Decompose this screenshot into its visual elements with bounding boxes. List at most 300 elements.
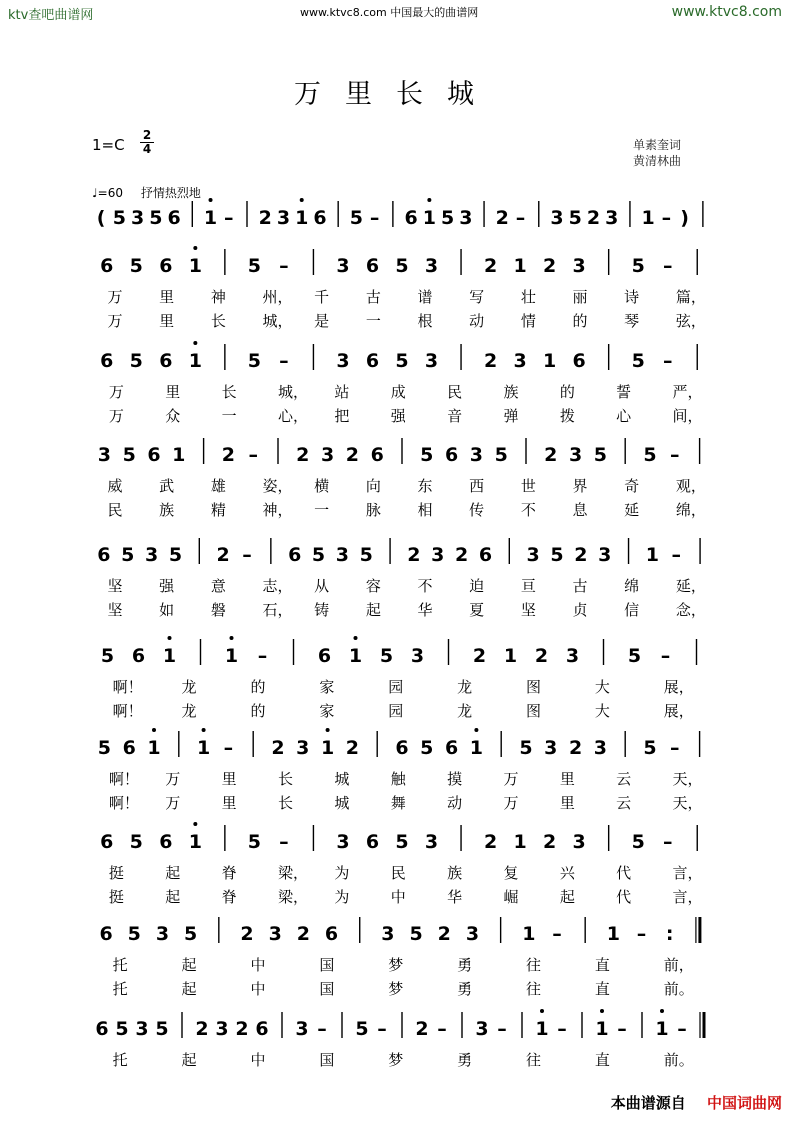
lyric: 啊！ — [108, 770, 139, 788]
note: 6 — [365, 255, 380, 277]
lyric: 界 — [572, 477, 588, 495]
lyric: 的 — [572, 312, 588, 330]
note: 2 — [271, 737, 285, 759]
note: 2 — [483, 255, 498, 277]
note: 5 — [97, 737, 112, 759]
note: 2 — [586, 207, 601, 229]
note: 6 — [147, 444, 161, 466]
meter-bottom: 4 — [142, 142, 152, 156]
note: 3 — [598, 544, 612, 566]
dash: – — [670, 737, 680, 759]
lyric: 古 — [365, 288, 381, 306]
note: 6 — [572, 350, 586, 372]
lyric: 向 — [365, 477, 381, 495]
lyric: 家 — [319, 702, 335, 720]
high-octave-dot — [326, 728, 330, 732]
dash: – — [661, 207, 672, 229]
high-octave-dot — [202, 728, 206, 732]
dash: – — [377, 1018, 387, 1040]
note: 5 — [359, 544, 373, 566]
lyric: 里 — [559, 770, 575, 788]
note: 2 — [235, 1018, 249, 1040]
lyric: 托 — [112, 1051, 128, 1069]
lyric: 中 — [250, 956, 266, 974]
footer — [611, 1092, 782, 1113]
key-signature: 1=C — [92, 136, 125, 154]
dash: – — [279, 255, 289, 277]
note: 3 — [336, 350, 350, 372]
dash: – — [636, 923, 647, 945]
note: 5 — [129, 350, 143, 372]
lyric: 动 — [447, 794, 463, 812]
dash: – — [677, 1018, 687, 1040]
lyric: 一 — [221, 407, 237, 425]
dash: – — [515, 207, 526, 229]
note: 2 — [195, 1018, 209, 1040]
lyric: 华 — [417, 601, 433, 619]
note: ( — [96, 207, 106, 229]
note: 5 — [420, 737, 434, 759]
lyric: 托 — [112, 956, 128, 974]
dash: – — [224, 207, 234, 229]
lyric: 啊！ — [112, 678, 143, 696]
note: 5 — [631, 350, 645, 372]
lyric: 脉 — [365, 501, 381, 519]
lyric: 家 — [319, 678, 335, 696]
dash: – — [660, 645, 671, 667]
note: 5 — [247, 350, 261, 372]
note: 5 — [631, 255, 645, 277]
lyric: 族 — [447, 864, 463, 882]
lyric: 脊 — [221, 888, 237, 906]
note: 2 — [296, 444, 310, 466]
lyric: 族 — [503, 383, 519, 401]
high-octave-dot — [168, 636, 172, 640]
lyric: 奇 — [624, 477, 640, 495]
lyric: 往 — [526, 956, 542, 974]
lyric: 龙 — [457, 678, 473, 696]
note: 3 — [276, 207, 291, 229]
note: 6 — [159, 831, 173, 853]
note: 2 — [495, 207, 509, 229]
lyric: 龙 — [181, 678, 197, 696]
high-octave-dot — [193, 822, 197, 826]
lyric: 里 — [221, 794, 237, 812]
lyric: 梦 — [388, 956, 404, 974]
high-octave-dot — [193, 246, 197, 250]
lyric: 展， — [663, 702, 694, 720]
lyric: 啊！ — [108, 794, 139, 812]
lyric: 从 — [314, 577, 330, 595]
note: 5 — [494, 444, 508, 466]
footer-source: 本曲谱源自 — [610, 1094, 686, 1112]
lyric: 万 — [165, 794, 181, 812]
lyric: 东 — [417, 477, 433, 495]
lyric: 里 — [559, 794, 575, 812]
dash: – — [497, 1018, 507, 1040]
note: 3 — [550, 207, 564, 229]
lyric: 志， — [262, 577, 293, 595]
lyric: 民 — [447, 383, 463, 401]
lyric: 挺 — [108, 888, 124, 906]
note: 3 — [593, 737, 608, 759]
high-octave-dot — [474, 728, 478, 732]
note: 2 — [472, 645, 487, 667]
note: 1 — [595, 1018, 609, 1040]
note: 2 — [543, 831, 557, 853]
lyric: 为 — [334, 864, 350, 882]
dash: – — [437, 1018, 447, 1040]
lyric: 心， — [278, 407, 309, 425]
tempo-value: ♩=60 — [92, 186, 123, 200]
note: 6 — [159, 350, 173, 372]
note: 3 — [475, 1018, 489, 1040]
note: 5 — [129, 255, 143, 277]
lyric: 誓 — [616, 383, 632, 401]
note: 3 — [565, 645, 580, 667]
high-octave-dot — [354, 636, 358, 640]
note: 6 — [97, 544, 111, 566]
note: 1 — [422, 207, 436, 229]
note: 2 — [544, 444, 558, 466]
lyric: 绵， — [675, 501, 706, 519]
lyric: 梁， — [278, 864, 309, 882]
lyric: 民 — [390, 864, 406, 882]
note: 1 — [503, 645, 518, 667]
lyric: 直 — [594, 1051, 610, 1069]
lyric: 诗 — [624, 288, 640, 306]
note: 5 — [149, 207, 163, 229]
lyric: 站 — [334, 383, 350, 401]
lyric: 丽 — [572, 288, 588, 306]
note: 5 — [155, 1018, 169, 1040]
note: 2 — [568, 737, 583, 759]
note: 2 — [258, 207, 272, 229]
lyric: 长 — [278, 770, 294, 788]
lyric: 国 — [319, 1051, 335, 1069]
note: 3 — [424, 255, 439, 277]
note: 2 — [534, 645, 549, 667]
lyric: 起 — [559, 888, 575, 906]
lyric: 音 — [447, 407, 463, 425]
note: 5 — [519, 737, 533, 759]
lyric: 把 — [334, 407, 350, 425]
note: 2 — [240, 923, 254, 945]
lyric: 起 — [181, 1051, 197, 1069]
lyric: 直 — [594, 980, 610, 998]
note: 6 — [313, 207, 327, 229]
note: 2 — [296, 923, 310, 945]
lyric: 众 — [165, 407, 181, 425]
note: 5 — [395, 350, 409, 372]
lyric: 大 — [594, 702, 610, 720]
note: 2 — [407, 544, 421, 566]
note: 3 — [335, 544, 350, 566]
note: 5 — [121, 544, 135, 566]
lyric: 天， — [672, 770, 703, 788]
note: 5 — [115, 1018, 129, 1040]
lyric: 延， — [675, 577, 706, 595]
lyric: 城， — [262, 312, 293, 330]
lyric: 传 — [469, 501, 485, 519]
note: 3 — [431, 544, 445, 566]
lyric: 坚 — [107, 577, 123, 595]
lyric: 石， — [262, 601, 293, 619]
lyric: 里 — [165, 383, 181, 401]
note: 6 — [478, 544, 493, 566]
note: 3 — [135, 1018, 149, 1040]
high-octave-dot — [300, 198, 304, 202]
lyric: 中 — [250, 1051, 266, 1069]
note: 5 — [593, 444, 608, 466]
note: 1 — [641, 207, 655, 229]
lyric: 的 — [250, 678, 266, 696]
lyric: 篇， — [675, 288, 706, 306]
note: 6 — [100, 255, 114, 277]
lyric: 坚 — [107, 601, 123, 619]
lyric: 华 — [447, 888, 463, 906]
lyric: 前。 — [663, 980, 694, 998]
lyric: 云 — [616, 794, 632, 812]
lyric: 横 — [314, 477, 330, 495]
note: 1 — [513, 831, 527, 853]
note: 1 — [295, 207, 309, 229]
lyric: 城， — [278, 383, 309, 401]
note: 6 — [100, 831, 114, 853]
note: 5 — [643, 737, 657, 759]
note: 3 — [295, 1018, 309, 1040]
note: 6 — [100, 350, 114, 372]
note: 5 — [643, 444, 657, 466]
lyric: 城 — [334, 770, 350, 788]
dash: – — [670, 444, 680, 466]
note: 3 — [469, 444, 484, 466]
dash: – — [617, 1018, 627, 1040]
note: 2 — [543, 255, 557, 277]
lyric: 摸 — [447, 770, 463, 788]
dash: – — [662, 255, 673, 277]
lyric: 千 — [314, 288, 330, 306]
lyric: 里 — [159, 312, 175, 330]
note: 5 — [395, 831, 409, 853]
note: 1 — [348, 645, 363, 667]
lyric: 前， — [663, 956, 694, 974]
note: 1 — [535, 1018, 549, 1040]
lyric: 根 — [417, 312, 433, 330]
lyric: 崛 — [503, 888, 519, 906]
lyric: 如 — [159, 601, 175, 619]
lyric: 中 — [250, 980, 266, 998]
header-center-site: www.ktvc8.com 中国最大的曲谱网 — [300, 6, 479, 19]
lyric: 起 — [181, 980, 197, 998]
lyric: 磐 — [210, 601, 226, 619]
note: 5 — [247, 831, 261, 853]
note: ) — [680, 207, 689, 229]
lyric: 不 — [417, 577, 433, 595]
lyric: 的 — [559, 383, 575, 401]
lyric: 民 — [107, 501, 123, 519]
lyric: 西 — [469, 477, 485, 495]
note: 6 — [131, 645, 146, 667]
note: 6 — [95, 1018, 109, 1040]
note: 6 — [444, 737, 459, 759]
lyric: 夏 — [469, 601, 485, 619]
note: 3 — [144, 544, 159, 566]
note: 3 — [513, 350, 527, 372]
lyric: 长 — [278, 794, 294, 812]
note: 6 — [395, 737, 409, 759]
note: 3 — [320, 444, 335, 466]
lyric: 雄 — [210, 477, 226, 495]
lyric: 世 — [520, 477, 536, 495]
note: 2 — [345, 737, 360, 759]
note: 3 — [155, 923, 170, 945]
note: 3 — [605, 207, 619, 229]
composer: 黄清林曲 — [633, 154, 682, 168]
note: 6 — [404, 207, 418, 229]
lyric: 往 — [526, 980, 542, 998]
lyric: 梦 — [388, 1051, 404, 1069]
note: 1 — [543, 350, 557, 372]
expression-marking: 抒情热烈地 — [140, 186, 201, 200]
lyric: 容 — [365, 577, 381, 595]
lyric: 强 — [159, 577, 175, 595]
lyric: 往 — [526, 1051, 542, 1069]
lyric: 城 — [334, 794, 350, 812]
note: 2 — [454, 544, 469, 566]
lyric: 言， — [672, 888, 703, 906]
lyric: 精 — [210, 501, 226, 519]
note: 5 — [122, 444, 136, 466]
lyric: 观， — [675, 477, 706, 495]
note: 5 — [568, 207, 582, 229]
note: 3 — [465, 923, 480, 945]
lyric: 万 — [108, 407, 124, 425]
high-octave-dot — [427, 198, 431, 202]
note: 2 — [415, 1018, 429, 1040]
dash: – — [279, 350, 289, 372]
lyric: 弹 — [503, 407, 519, 425]
high-octave-dot — [193, 341, 197, 345]
lyric: 坚 — [520, 601, 536, 619]
note: 1 — [203, 207, 218, 229]
note: 3 — [97, 444, 112, 466]
note: 2 — [221, 444, 236, 466]
high-octave-dot — [152, 728, 156, 732]
note: 5 — [550, 544, 564, 566]
high-octave-dot — [540, 1009, 544, 1013]
lyric: 古 — [572, 577, 588, 595]
lyric: 兴 — [559, 864, 575, 882]
lyric: 挺 — [108, 864, 124, 882]
note: 3 — [568, 444, 583, 466]
note: 1 — [522, 923, 536, 945]
lyric: 图 — [526, 678, 542, 696]
lyric: 铸 — [314, 601, 330, 619]
dash: – — [557, 1018, 567, 1040]
note: 6 — [167, 207, 181, 229]
note: 2 — [345, 444, 360, 466]
note: 1 — [224, 645, 239, 667]
lyric: 万 — [165, 770, 181, 788]
note: 3 — [130, 207, 145, 229]
lyric: 意 — [210, 577, 226, 595]
lyric: 直 — [594, 956, 610, 974]
lyric: 梁， — [278, 888, 309, 906]
lyric: 间， — [672, 407, 703, 425]
note: 3 — [459, 207, 473, 229]
lyric: 州， — [262, 288, 293, 306]
lyric: 龙 — [181, 702, 197, 720]
note: 1 — [513, 255, 527, 277]
note: 5 — [420, 444, 434, 466]
note: 3 — [424, 831, 439, 853]
lyric: 动 — [469, 312, 485, 330]
high-octave-dot — [230, 636, 234, 640]
lyric: 心 — [616, 407, 632, 425]
note: 1 — [188, 350, 202, 372]
lyric: 弦， — [675, 312, 706, 330]
note: 6 — [370, 444, 384, 466]
note: 1 — [162, 645, 177, 667]
footer-site: 中国词曲网 — [706, 1094, 782, 1112]
note: 5 — [168, 544, 183, 566]
note: 5 — [395, 255, 409, 277]
note: 6 — [324, 923, 339, 945]
note: 5 — [129, 831, 143, 853]
lyric: 强 — [390, 407, 406, 425]
lyric: 信 — [624, 601, 640, 619]
lyric: 图 — [526, 702, 542, 720]
lyric: 武 — [159, 477, 175, 495]
lyric: 长 — [221, 383, 237, 401]
high-octave-dot — [660, 1009, 664, 1013]
dash: – — [257, 645, 268, 667]
note: 5 — [409, 923, 423, 945]
note: 3 — [268, 923, 282, 945]
lyric: 勇 — [457, 1051, 473, 1069]
lyric: 起 — [365, 601, 381, 619]
lyric: 国 — [319, 980, 335, 998]
lyric: 神， — [262, 501, 293, 519]
lyric: 琴 — [624, 312, 640, 330]
lyric: 为 — [334, 888, 350, 906]
note: 6 — [288, 544, 302, 566]
lyric: 一 — [365, 312, 381, 330]
dash: – — [552, 923, 562, 945]
lyric: 万 — [108, 383, 124, 401]
lyric: 勇 — [457, 980, 473, 998]
meter-top: 2 — [140, 129, 154, 143]
dash: – — [671, 544, 681, 566]
note: 6 — [317, 645, 332, 667]
note: 1 — [645, 544, 660, 566]
lyric: 威 — [107, 477, 123, 495]
lyric: 脊 — [221, 864, 237, 882]
lyric: 万 — [107, 312, 123, 330]
lyric: 不 — [520, 501, 536, 519]
note: 5 — [311, 544, 326, 566]
note: 2 — [483, 350, 498, 372]
lyric: 息 — [572, 501, 588, 519]
lyric: 国 — [319, 956, 335, 974]
lyric: 起 — [165, 888, 181, 906]
note: 5 — [112, 207, 126, 229]
lyric: 代 — [616, 888, 632, 906]
lyric: 姿， — [262, 477, 293, 495]
lyric: 啊！ — [112, 702, 143, 720]
note: 6 — [365, 350, 380, 372]
